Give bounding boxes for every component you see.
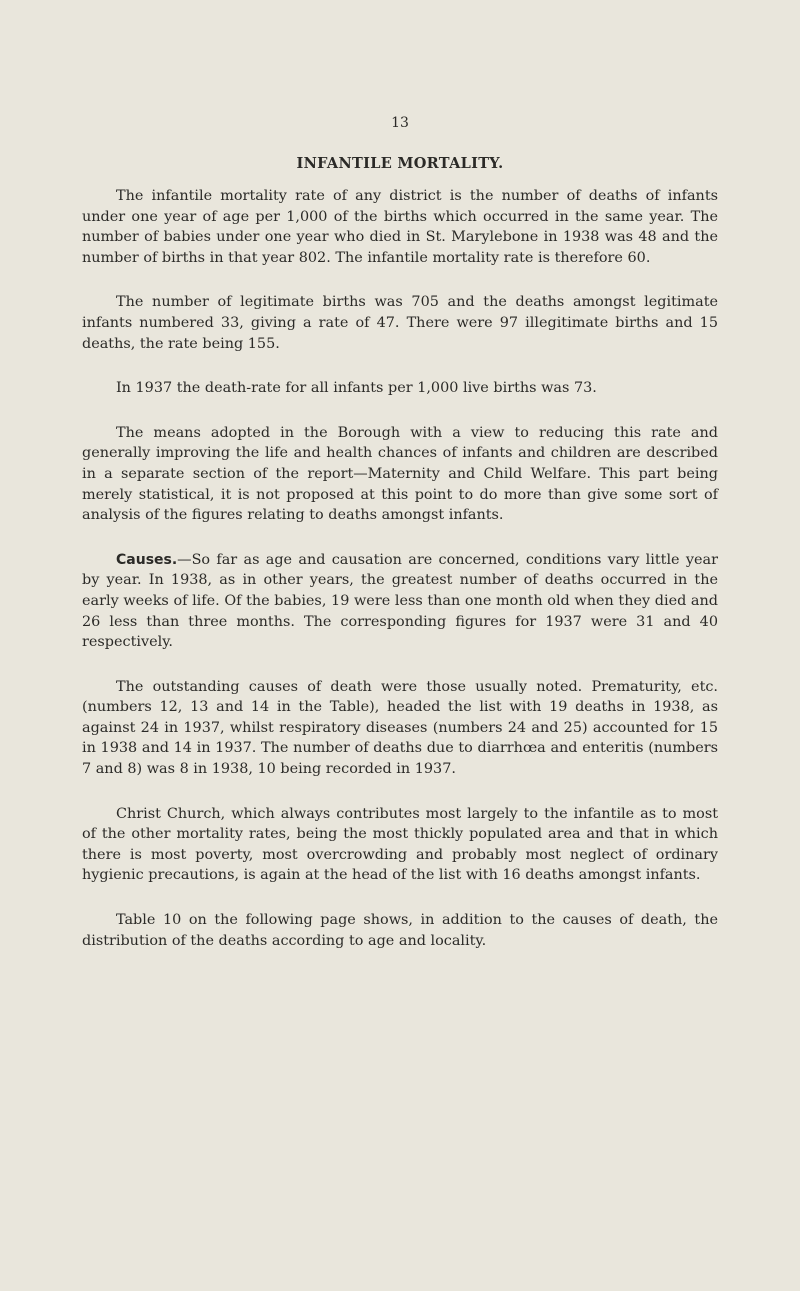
paragraph-1937-rate — [82, 378, 718, 399]
paragraph-christ-church — [82, 804, 718, 886]
paragraph-table-reference — [82, 910, 718, 951]
page-number: 13 — [391, 115, 409, 131]
paragraph-outstanding-causes — [82, 677, 718, 780]
paragraph-lead: Causes. — [116, 551, 178, 568]
paragraph-text: —So far as age and causation are concerned, conditions vary little year by year. In 1938, as in other years, the greatest number of deaths occurred in the early weeks of life. Of the babies, 19 were less than one month old when they died and 26 less than three months. The corresponding figures for 1937 were 31 and 40 respectively. — [82, 551, 718, 651]
paragraph-legitimate-births — [82, 292, 718, 354]
paragraph-text: In 1937 the death-rate for all infants per 1,000 live births was 73. — [116, 380, 597, 397]
paragraph-text: The infantile mortality rate of any district is the number of deaths of infants under one year of age per 1,000 of the births which occurred in the same year. The number of babies under one year who died in St. Marylebone in 1938 was 48 and the number of births in that year 802. The infantile mortality rate is therefore 60. — [82, 188, 718, 266]
paragraph-text: The number of legitimate births was 705 and the deaths amongst legitimate infants numbered 33, giving a rate of 47. There were 97 illegitimate births and 15 deaths, the rate being 155. — [82, 294, 718, 352]
paragraph-text: The means adopted in the Borough with a view to reducing this rate and generally improving the life and health chances of infants and children are described in a separate section of the report—Maternity and Child Welfare. This part being merely statistical, it is not proposed at this point to do more than give some sort of analysis of the figures relating to deaths amongst infants. — [82, 424, 718, 524]
paragraph-text: The outstanding causes of death were those usually noted. Prematurity, etc. (numbers 12, 13 and 14 in the Table), headed the list with 19 deaths in 1938, as against 24 in 1937, whilst respiratory diseases (numbers 24 and 25) accounted for 15 in 1938 and 14 in 1937. The number of deaths due to diarrhœa and enteritis (numbers 7 and 8) was 8 in 1938, 10 being recorded in 1937. — [82, 678, 718, 778]
paragraph-text: Table 10 on the following page shows, in addition to the causes of death, the distribution of the deaths according to age and locality. — [82, 912, 718, 949]
paragraph-text: Christ Church, which always contributes most largely to the infantile as to most of the other mortality rates, being the most thickly populated area and that in which there is most poverty, most overcrowding and probably most neglect of ordinary hygienic precautions, is again at the head of the list with 16 deaths amongst infants. — [82, 805, 718, 884]
paragraph-means-adopted — [82, 423, 718, 526]
paragraph-causes — [82, 550, 718, 653]
paragraph-definition — [82, 186, 718, 268]
section-heading: INFANTILE MORTALITY. — [296, 155, 504, 172]
